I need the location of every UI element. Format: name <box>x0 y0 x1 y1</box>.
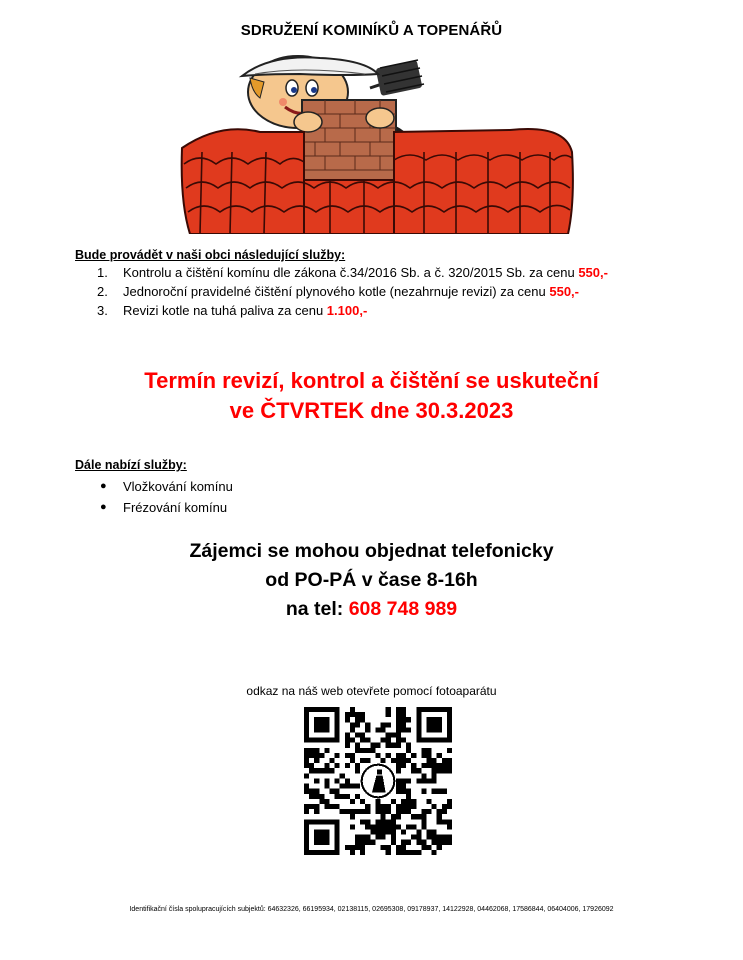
qr-code[interactable] <box>304 707 452 855</box>
qr-caption: odkaz na náš web otevřete pomocí fotoaparátu <box>246 684 497 698</box>
services-heading: Bude provádět v naši obci následující služby: <box>75 248 346 262</box>
page-title: SDRUŽENÍ KOMINÍKŮ A TOPENÁŘŮ <box>240 22 503 39</box>
list-number: 3. <box>97 303 108 318</box>
bullet-icon: ● <box>100 480 107 492</box>
footer-ids: Identifikační čísla spolupracujících subjektů: 64632326, 66195934, 02138115, 02695308, 09178937, 14122928, 04462068, 17586844, 06404006, 17926092 <box>129 906 614 913</box>
contact-line-1: Zájemci se mohou objednat telefonicky <box>189 540 554 562</box>
list-text: Frézování komínu <box>123 500 228 515</box>
list-text: Vložkování komínu <box>123 479 233 494</box>
chimney-sweep-illustration <box>180 52 575 234</box>
price: 1.100,- <box>326 303 368 318</box>
contact-line-2: od PO-PÁ v čase 8-16h <box>265 569 478 591</box>
announcement-line-2: ve ČTVRTEK dne 30.3.2023 <box>229 398 514 423</box>
price: 550,- <box>578 265 608 280</box>
phone-number[interactable]: 608 748 989 <box>348 598 458 620</box>
phone-prefix: na tel: <box>285 598 349 620</box>
contact-phone-line <box>0 597 743 622</box>
bullet-icon: ● <box>100 501 107 513</box>
announcement-line-1: Termín revizí, kontrol a čištění se uskuteční <box>144 368 599 393</box>
extra-services-heading: Dále nabízí služby: <box>75 458 187 472</box>
list-number: 2. <box>97 284 108 299</box>
list-text: Kontrolu a čištění komínu dle zákona č.34/2016 Sb. a č. 320/2015 Sb. za cenu <box>123 265 579 280</box>
price: 550,- <box>549 284 579 299</box>
list-text: Revizi kotle na tuhá paliva za cenu <box>123 303 327 318</box>
list-number: 1. <box>97 265 108 280</box>
list-text: Jednoroční pravidelné čištění plynového kotle (nezahrnuje revizi) za cenu <box>123 284 550 299</box>
